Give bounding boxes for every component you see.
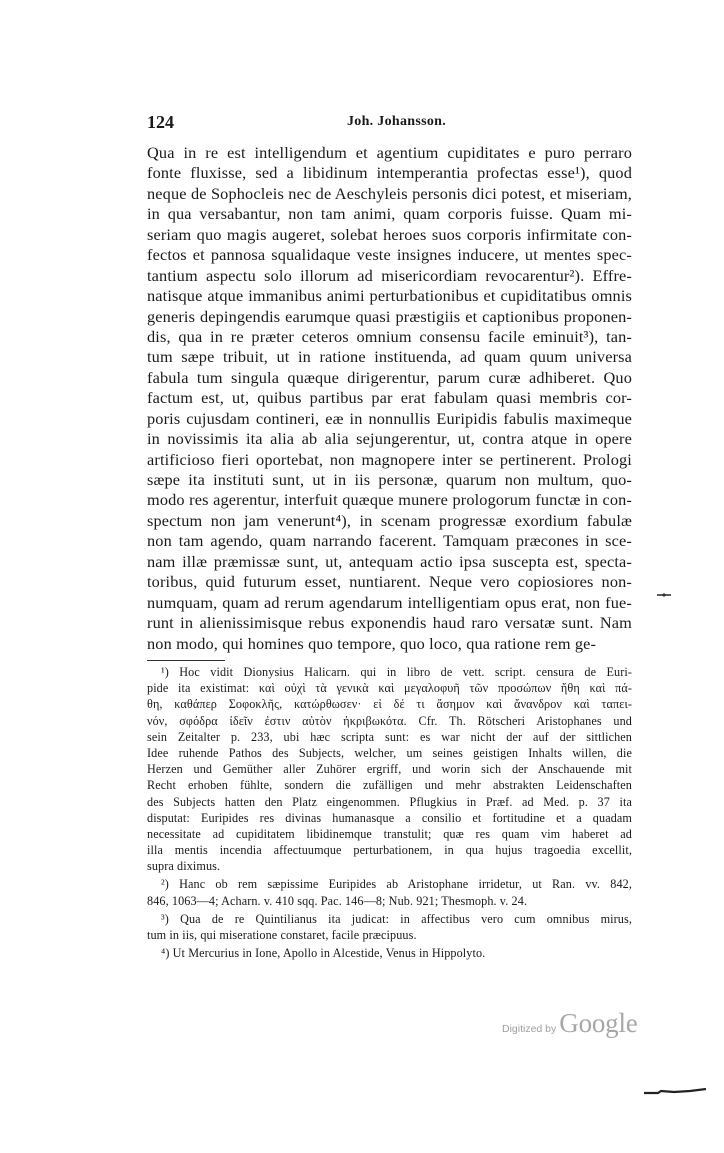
running-head: Joh. Johansson. [347,114,447,129]
page-header [147,112,629,136]
body-line: runt in alienissimisque rebus exponendis haud raro versatæ sunt. Nam [147,613,632,633]
footnote-divider [147,660,225,661]
footnote-line: illa mentis incendia affectuumque perturbationem, in qua hujus tragoedia excellit, [147,843,632,858]
footnote-line: necessitate ad cupiditatem libidinemque transtulit; quæ res quam vim haberet ad [147,826,632,841]
body-line: fectos et pannosa squalidaque veste insignes inducere, ut mentes spec- [147,245,632,265]
body-line: poris cujusdam contineri, eæ in nonnullis Euripidis fabulis maximeque [147,408,632,428]
footnote-line: disputat: Euripides res divinas humanasque a consilio et fortitudine et a quadam [147,810,632,825]
body-line: fonte fluxisse, sed a libidinum intemperantia profectas esse¹), quod [147,163,632,183]
body-line: modo res agerentur, interfuit quæque munere prologorum functæ in con- [147,490,632,510]
footnote-line: θη, καθάπερ Σοφοκλῆς, κατώρθωσεν· εἰ δέ τι ἄσημον καὶ ἄνανδρον καὶ ταπει- [147,697,632,712]
footnote-line: ²) Hanc ob rem sæpissime Euripides ab Aristophane irridetur, ut Ran. vv. 842, [161,877,632,892]
footnote-line: ³) Qua de re Quintilianus ita judicat: in affectibus vero cum omnibus mirus, [161,911,632,926]
body-line: spectum non jam venerunt⁴), in scenam progressæ exordium fabulæ [147,510,632,530]
digitized-watermark [502,1008,638,1042]
page-number: 124 [147,112,174,132]
body-line: fabula tum singula quæque dirigerentur, parum curæ adhiberet. Quo [147,367,632,387]
body-line: in qua versabantur, non tam animi, quam corporis fuisse. Quam mi- [147,204,632,224]
body-line: Qua in re est intelligendum et agentium cupiditates e puro perraro [147,143,632,162]
footnote-line: sein Zeitalter p. 233, ubi hæc scripta sunt: es war nicht der auf der sittlichen [147,729,632,744]
body-line: tantium aspectu solo illorum ad misericordiam revocarentur²). Effre- [147,265,632,285]
body-line: sæpe ita instituti sunt, ut in iis personæ, quarum non multum, quo- [147,470,632,489]
body-line: artificioso fieri oportebat, non magnopere inter se pertinerent. Prologi [147,449,632,469]
footnote-line: pide ita existimat: καὶ οὐχὶ τὰ γενικὰ καὶ μεγαλοφυῆ τῶν προσώπων ἤθη καὶ πά- [147,681,632,696]
body-line: numquam, quam ad rerum agendarum intelligentiam opus erat, non fue- [147,592,632,612]
footnote-line: Herzen und Gemüther aller Zuhörer ergriff, und worin sich der Anschauende mit [147,762,632,777]
body-line: dis, qua in re præter ceteros omnium consensu facile eminuit³), tan- [147,326,632,346]
footnote-line: des Subjects hatten den Platz eingenommen. Pflugkius in Præf. ad Med. p. 37 ita [147,794,632,809]
body-line: natisque atque immanibus animi perturbationibus et cupiditatibus omnis [147,286,632,306]
body-line: non tam agendo, quam narrando facerent. Tamquam præcones in sce- [147,531,632,551]
footnote-line: Idee ruhende Pathos des Subjects, welcher, um seines geistigen Inhalts willen, die [147,745,632,760]
digitized-by-text: Digitized by [502,1023,557,1035]
body-line: non modo, qui homines quo tempore, quo loco, qua ratione rem ge- [147,633,597,653]
body-line: seriam quo magis augeret, solebat heroes suos corporis infirmitate con- [147,224,632,244]
google-logo: Google [559,1008,638,1038]
scan-edge-mark-icon [644,1088,706,1096]
footnote-line: ¹) Hoc vidit Dionysius Halicarn. qui in libro de vett. script. censura de Euri- [161,665,632,679]
body-line: in novissimis ita alia ab alia sejungerentur, ut, contra atque in opere [147,429,632,449]
body-line: toribus, quid futurum esset, nuntiarent. Neque vero copiosiores non- [147,572,632,592]
body-line: factum est, ut, quibus partibus par erat fabulam quasi membris cor- [147,388,632,408]
body-text [147,143,632,654]
footnote-line: ⁴) Ut Mercurius in Ione, Apollo in Alcestide, Venus in Hippolyto. [161,946,486,961]
margin-mark-icon [657,593,671,597]
footnote-line: Recht erhoben fühlte, sondern die zufälligen und mehr abstrakten Leidenschaften [147,778,632,793]
footnotes [147,664,632,961]
footnote-line: νόν, σφόδρα ἰδεῖν ἐστιν αὐτὸν ἠκριβωκότα. Cfr. Th. Rötscheri Aristophanes und [147,713,632,728]
body-line: generis depingendis earumque quasi præstigiis et captionibus proponen- [147,306,632,326]
footnote-line: tum in iis, qui miseratione constaret, facile præcipuus. [147,928,417,942]
body-line: nam illæ præmissæ sunt, ut, antequam actio ipsa suscepta est, specta- [147,551,632,571]
footnote-line: 846, 1063—4; Acharn. v. 410 sqq. Pac. 146—8; Nub. 921; Thesmoph. v. 24. [147,893,528,908]
body-line: neque de Sophocleis nec de Aeschyleis personis dici potest, et miseriam, [147,183,632,203]
body-line: tum sæpe tribuit, ut in ratione instituenda, ad quam quum universa [147,347,632,367]
footnote-line: supra diximus. [147,859,221,874]
